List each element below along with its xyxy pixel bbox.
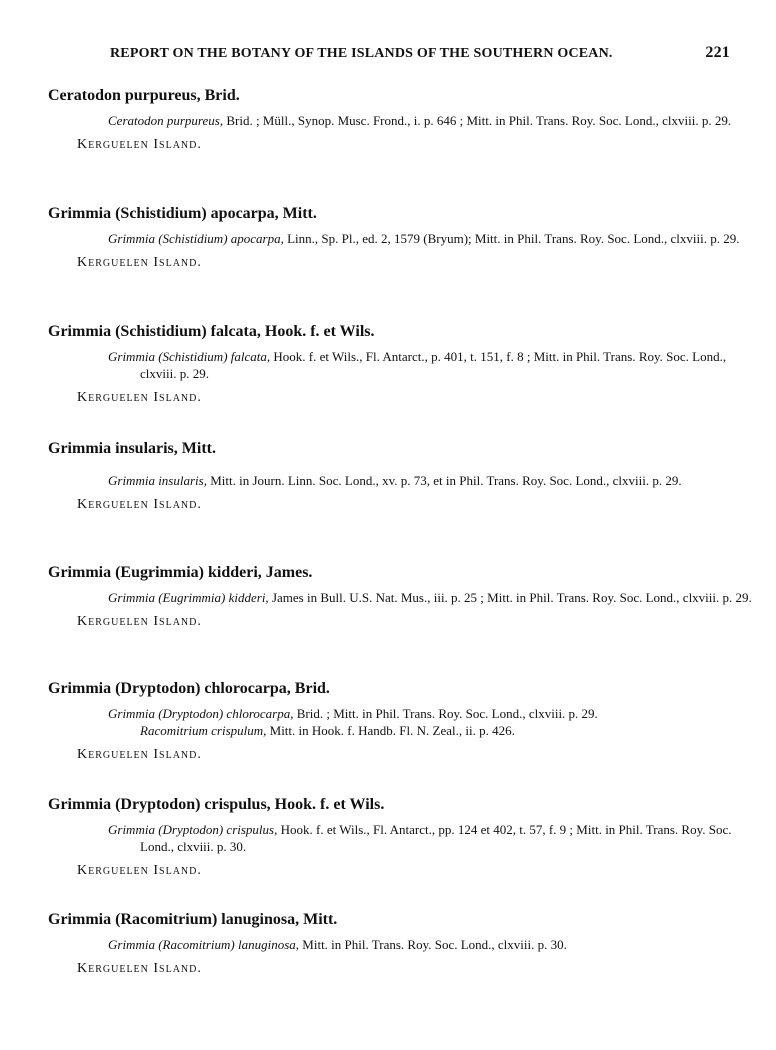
citation-taxon: Grimmia (Schistidium) apocarpa, — [108, 231, 284, 246]
species-entry — [48, 87, 738, 153]
species-entry — [48, 680, 738, 763]
citation-text: Mitt. in Phil. Trans. Roy. Soc. Lond., clxviii. p. 30. — [302, 937, 567, 952]
citation-text: Hook. f. et Wils., Fl. Antarct., p. 401, t. 151, f. 8 ; Mitt. in Phil. Trans. Roy. Soc. Lond., clxviii. p. 29. — [140, 349, 727, 381]
species-name: Grimmia (Schistidium) falcata, Hook. f. et Wils. — [48, 323, 375, 340]
citation-text: Brid. ; Müll., Synop. Musc. Frond., i. p. 646 ; Mitt. in Phil. Trans. Roy. Soc. Lond., clxviii. p. 29. — [226, 113, 732, 128]
species-name: Grimmia (Schistidium) apocarpa, Mitt. — [48, 205, 317, 222]
citation-taxon: Grimmia (Dryptodon) crispulus, — [108, 822, 278, 837]
species-name: Grimmia (Eugrimmia) kidderi, James. — [48, 564, 313, 581]
citation — [108, 348, 756, 382]
species-name: Grimmia (Dryptodon) chlorocarpa, Brid. — [48, 680, 330, 697]
citation-taxon: Grimmia (Racomitrium) lanuginosa, — [108, 937, 300, 952]
citation — [108, 936, 756, 953]
locality: Kerguelen Island. — [77, 961, 202, 976]
locality: Kerguelen Island. — [77, 390, 202, 405]
citation-taxon: Grimmia (Schistidium) falcata, — [108, 349, 271, 364]
citation-taxon: Ceratodon purpureus, — [108, 113, 224, 128]
species-entry — [48, 440, 738, 513]
citation-text: Hook. f. et Wils., Fl. Antarct., pp. 124 et 402, t. 57, f. 9 ; Mitt. in Phil. Trans. Roy. Soc. Lond., clxviii. p. 30. — [140, 822, 732, 854]
locality: Kerguelen Island. — [77, 863, 202, 878]
page-number: 221 — [705, 44, 730, 61]
citation-text: Brid. ; Mitt. in Phil. Trans. Roy. Soc. Lond., clxviii. p. 29. — [296, 706, 598, 721]
citation-text: Linn., Sp. Pl., ed. 2, 1579 (Bryum); Mitt. in Phil. Trans. Roy. Soc. Lond., clxviii. p. 29. — [287, 231, 740, 246]
locality: Kerguelen Island. — [77, 137, 202, 152]
locality: Kerguelen Island. — [77, 497, 202, 512]
citation-taxon: Grimmia insularis, — [108, 473, 207, 488]
locality: Kerguelen Island. — [77, 255, 202, 270]
species-entry — [48, 564, 752, 630]
citation — [108, 112, 756, 129]
species-name: Ceratodon purpureus, Brid. — [48, 87, 240, 104]
header-title: REPORT ON THE BOTANY OF THE ISLANDS OF THE SOUTHERN OCEAN. — [110, 46, 613, 61]
species-name: Grimmia insularis, Mitt. — [48, 440, 216, 457]
species-name: Grimmia (Racomitrium) lanuginosa, Mitt. — [48, 911, 338, 928]
locality: Kerguelen Island. — [77, 614, 202, 629]
species-entry — [48, 796, 738, 879]
citation — [108, 230, 756, 247]
species-entry — [48, 323, 738, 406]
citation — [108, 821, 756, 855]
citation — [108, 472, 756, 489]
citation — [108, 705, 756, 739]
citation-synonym-text: Mitt. in Hook. f. Handb. Fl. N. Zeal., ii. p. 426. — [269, 723, 515, 738]
citation — [108, 589, 756, 606]
citation-text: James in Bull. U.S. Nat. Mus., iii. p. 25 ; Mitt. in Phil. Trans. Roy. Soc. Lond., clxviii. p. 29. — [271, 590, 752, 605]
locality: Kerguelen Island. — [77, 747, 202, 762]
citation-taxon: Grimmia (Dryptodon) chlorocarpa, — [108, 706, 294, 721]
citation-text: Mitt. in Journ. Linn. Soc. Lond., xv. p. 73, et in Phil. Trans. Roy. Soc. Lond., clxviii. p. 29. — [210, 473, 682, 488]
species-entry — [48, 205, 738, 271]
citation-synonym-taxon: Racomitrium crispulum, — [140, 723, 267, 738]
species-name: Grimmia (Dryptodon) crispulus, Hook. f. et Wils. — [48, 796, 385, 813]
citation-taxon: Grimmia (Eugrimmia) kidderi, — [108, 590, 269, 605]
species-entry — [48, 911, 738, 977]
